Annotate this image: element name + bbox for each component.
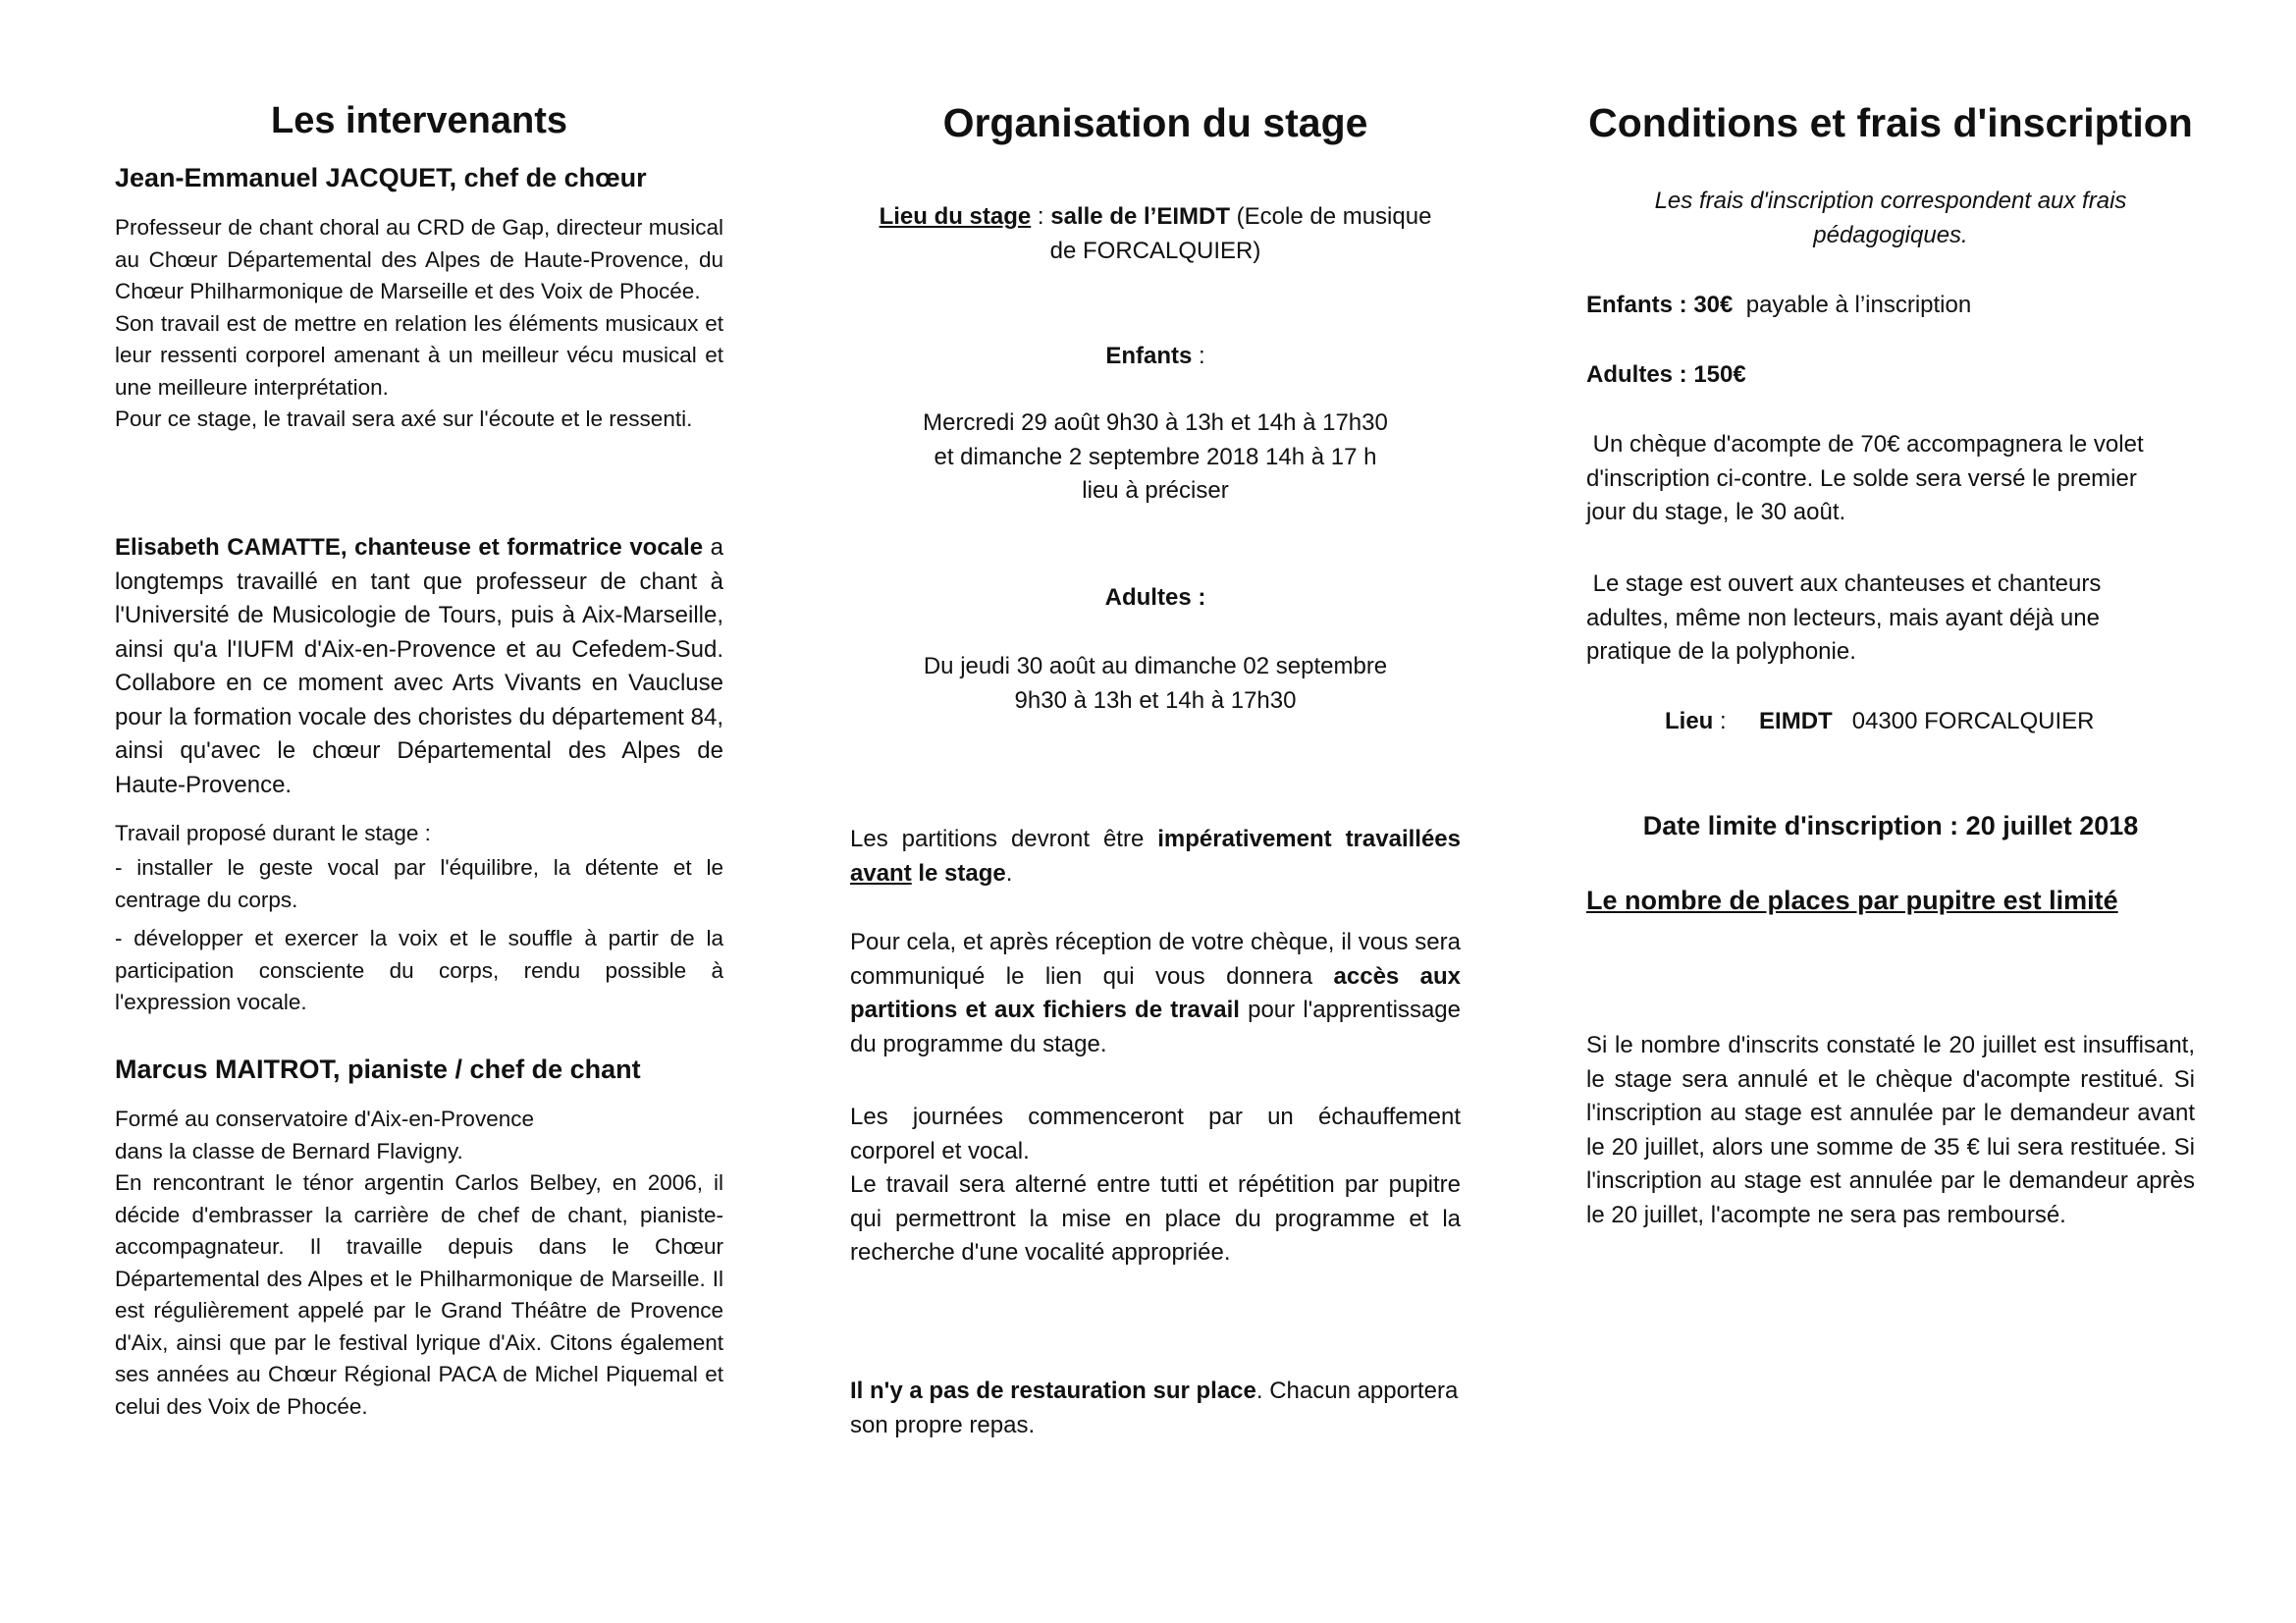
jacquet-bio <box>115 212 723 436</box>
work-item-1: - installer le geste vocal par l'équilibre, la détente et le centrage du corps. <box>115 855 723 912</box>
acces-paragraph <box>850 926 1461 1061</box>
date-limite: Date limite d'inscription : 20 juillet 2018 <box>1642 811 2139 840</box>
cheque-paragraph <box>1586 428 2195 530</box>
maitrot-bio <box>115 1104 723 1423</box>
restauration-text-a: Il n'y a pas de restauration sur place <box>850 1378 1256 1404</box>
enfants-label: Enfants <box>1105 343 1193 369</box>
lieu-inscription <box>1665 705 2273 739</box>
enfants-line-2: et dimanche 2 septembre 2018 14h à 17 h <box>934 443 1377 470</box>
frais-note <box>1586 185 2195 252</box>
partitions-paragraph <box>850 823 1461 891</box>
section-title-conditions: Conditions et frais d'inscription <box>1588 100 2193 145</box>
lieu-rest-2: de FORCALQUIER) <box>1049 237 1261 264</box>
enfants-heading <box>850 340 1461 374</box>
tarif-adultes: Adultes : 150€ <box>1586 361 1746 388</box>
acces-text-c: pour l'apprentissage du programme du stage. <box>850 997 1462 1057</box>
enfants-line-3: lieu à préciser <box>1082 477 1229 504</box>
cheque-line-2: d'inscription ci-contre. Le solde sera versé le premier <box>1586 464 2137 492</box>
jacquet-work-text: Son travail est de mettre en relation les éléments musicaux et leur ressenti corporel amenant à un meilleur vécu musical et une meilleure interprétation. <box>115 310 723 400</box>
partitions-text-e: . <box>1005 859 1013 887</box>
lieu-inscription-label: Lieu <box>1665 708 1714 734</box>
restauration-text-b: . Chacun apportera son propre repas. <box>850 1378 1459 1438</box>
acces-text-a: Pour cela, et après réception de votre chèque, il vous sera communiqué le lien qui vous donnera <box>850 929 1461 990</box>
restauration-paragraph <box>850 1375 1461 1442</box>
lieu-inscription-city: 04300 FORCALQUIER <box>1851 708 2095 734</box>
camatte-bio-text: a longtemps travaillé en tant que professeur de chant à l'Université de Musicologie de Tours, puis à Aix-Marseille, ainsi qu'a l'IUFM d'Aix-en-Provence et au Cefedem-Sud. Collabore en ce moment avec Arts Vivants en Vaucluse pour la formation vocale des choristes du département 84, ainsi qu'avec le chœur Départemental des Alpes de Haute-Provence. <box>115 534 724 798</box>
lieu-du-stage <box>850 200 1461 268</box>
lieu-sep: : <box>1031 203 1051 230</box>
journees-paragraph <box>850 1101 1461 1271</box>
partitions-text-a: Les partitions devront être <box>850 826 1158 852</box>
ouvert-line-3: pratique de la polyphonie. <box>1586 638 1856 665</box>
frais-line-1: Les frais d'inscription correspondent aux frais <box>1654 188 2127 214</box>
partitions-text-b: impérativement travaillées <box>1157 826 1461 852</box>
tarif-enfants-rest: payable à l’inscription <box>1745 292 1972 318</box>
enfants-line-1: Mercredi 29 août 9h30 à 13h et 14h à 17h30 <box>923 409 1388 436</box>
adultes-line-2: 9h30 à 13h et 14h à 17h30 <box>1014 686 1297 714</box>
lieu-label: Lieu du stage <box>879 203 1032 230</box>
camatte-bio <box>115 531 723 802</box>
enfants-colon: : <box>1192 343 1205 369</box>
intervenant-name-camatte: Elisabeth CAMATTE, chanteuse et formatrice vocale <box>115 534 704 561</box>
intervenant-name-jacquet: Jean-Emmanuel JACQUET, chef de chœur <box>115 163 647 192</box>
cheque-line-3: jour du stage, le 30 août. <box>1586 499 1846 525</box>
lieu-place: salle de l’EIMDT <box>1050 203 1230 230</box>
maitrot-line-2: dans la classe de Bernard Flavigny. <box>115 1138 463 1163</box>
adultes-heading: Adultes : <box>1104 584 1206 611</box>
ouvert-line-2: adultes, même non lecteurs, mais ayant déjà une <box>1586 604 2100 631</box>
frais-line-2: pédagogiques. <box>1813 221 1968 248</box>
travail-text: Le travail sera alterné entre tutti et répétition par pupitre qui permettront la mise en place du programme et la recherche d'une vocalité appropriée. <box>850 1171 1461 1266</box>
section-title-organisation: Organisation du stage <box>942 100 1368 145</box>
tarif-enfants <box>1586 289 2195 323</box>
work-item-2: - développer et exercer la voix et le souffle à partir de la participation consciente du corps, rendu possible à l'expression vocale. <box>115 926 723 1014</box>
lieu-rest-1: (Ecole de musique <box>1229 203 1432 230</box>
work-intro: Travail proposé durant le stage : <box>115 821 431 845</box>
ouvert-line-1: Le stage est ouvert aux chanteuses et chanteurs <box>1586 570 2102 597</box>
maitrot-line-1: Formé au conservatoire d'Aix-en-Provence <box>115 1107 534 1131</box>
partitions-text-d: le stage <box>911 859 1006 887</box>
partitions-text-avant: avant <box>850 859 912 887</box>
journees-text: Les journées commenceront par un échauffement corporel et vocal. <box>850 1104 1461 1164</box>
ouvert-paragraph <box>1586 568 2195 670</box>
maitrot-bio-text: En rencontrant le ténor argentin Carlos Belbey, en 2006, il décide d'embrasser la carrière de chef de chant, pianiste- accompagnateur. Il travaille depuis dans le Chœur Départemental des Alpes et le Philharmonique de Marseille. Il est régulièrement appelé par le Grand Théâtre de Provence d'Aix, ainsi que par le festival lyrique d'Aix. Citons également ses années au Chœur Régional PACA de Michel Piquemal et celui des Voix de Phocée. <box>115 1170 723 1419</box>
lieu-inscription-colon: : <box>1713 708 1727 734</box>
places-limite: Le nombre de places par pupitre est limité <box>1586 886 2118 915</box>
intervenant-name-maitrot: Marcus MAITROT, pianiste / chef de chant <box>115 1055 641 1084</box>
acces-text-b: accès aux partitions et aux fichiers de travail <box>850 962 1462 1023</box>
jacquet-bio-text: Professeur de chant choral au CRD de Gap, directeur musical au Chœur Départemental des Alpes de Haute-Provence, du Chœur Philharmonique de Marseille et des Voix de Phocée. <box>115 215 723 303</box>
cheque-line-1: Un chèque d'acompte de 70€ accompagnera le volet <box>1586 431 2144 458</box>
adultes-schedule <box>850 650 1461 718</box>
adultes-line-1: Du jeudi 30 août au dimanche 02 septembre <box>923 653 1388 679</box>
enfants-schedule <box>850 406 1461 509</box>
tarif-enfants-label: Enfants : 30€ <box>1586 292 1734 318</box>
section-title-intervenants: Les intervenants <box>271 100 567 141</box>
jacquet-stage-text: Pour ce stage, le travail sera axé sur l'écoute et le ressenti. <box>115 406 693 431</box>
annulation-paragraph: Si le nombre d'inscrits constaté le 20 juillet est insuffisant, le stage sera annulé et le chèque d'acompte restitué. Si l'inscription au stage est annulée par le demandeur avant le 20 juillet, alors une somme de 35 € lui sera restituée. Si l'inscription au stage est annulée par le demandeur après le 20 juillet, l'acompte ne sera pas remboursé. <box>1586 1032 2195 1228</box>
lieu-inscription-name: EIMDT <box>1759 708 1833 734</box>
